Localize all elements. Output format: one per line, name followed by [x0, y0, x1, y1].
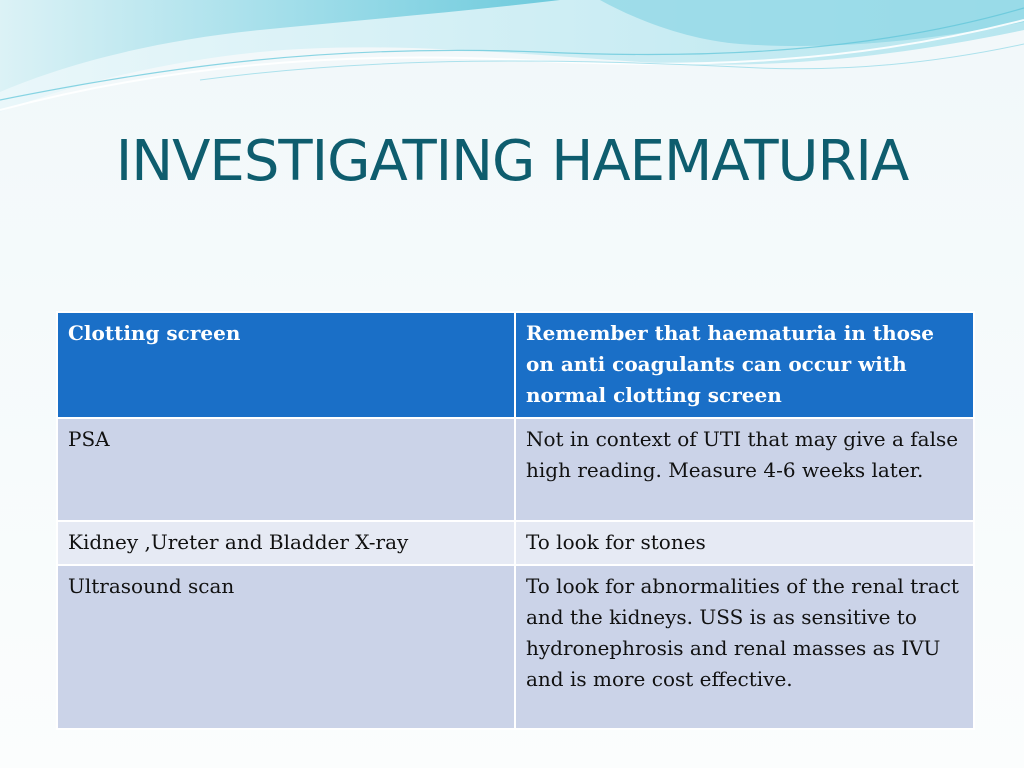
header-cell-test: Clotting screen	[57, 312, 515, 418]
table-row	[57, 565, 974, 729]
table-row	[57, 418, 974, 521]
cell-test-ultrasound: Ultrasound scan	[57, 565, 515, 729]
cell-note-kub: To look for stones	[515, 521, 974, 565]
slide-title: INVESTIGATING HAEMATURIA	[115, 129, 909, 194]
cell-test-kub: Kidney ,Ureter and Bladder X-ray	[57, 521, 515, 565]
cell-test-psa: PSA	[57, 418, 515, 521]
investigation-table	[56, 311, 975, 730]
investigation-table-container	[56, 311, 973, 730]
cell-note-ultrasound: To look for abnormalities of the renal tract and the kidneys. USS is as sensitive to hydronephrosis and renal masses as IVU and is more cost effective.	[515, 565, 974, 729]
cell-note-psa: Not in context of UTI that may give a false high reading. Measure 4-6 weeks later.	[515, 418, 974, 521]
table-header-row	[57, 312, 974, 418]
header-cell-note: Remember that haematuria in those on anti coagulants can occur with normal clotting screen	[515, 312, 974, 418]
table-row	[57, 521, 974, 565]
